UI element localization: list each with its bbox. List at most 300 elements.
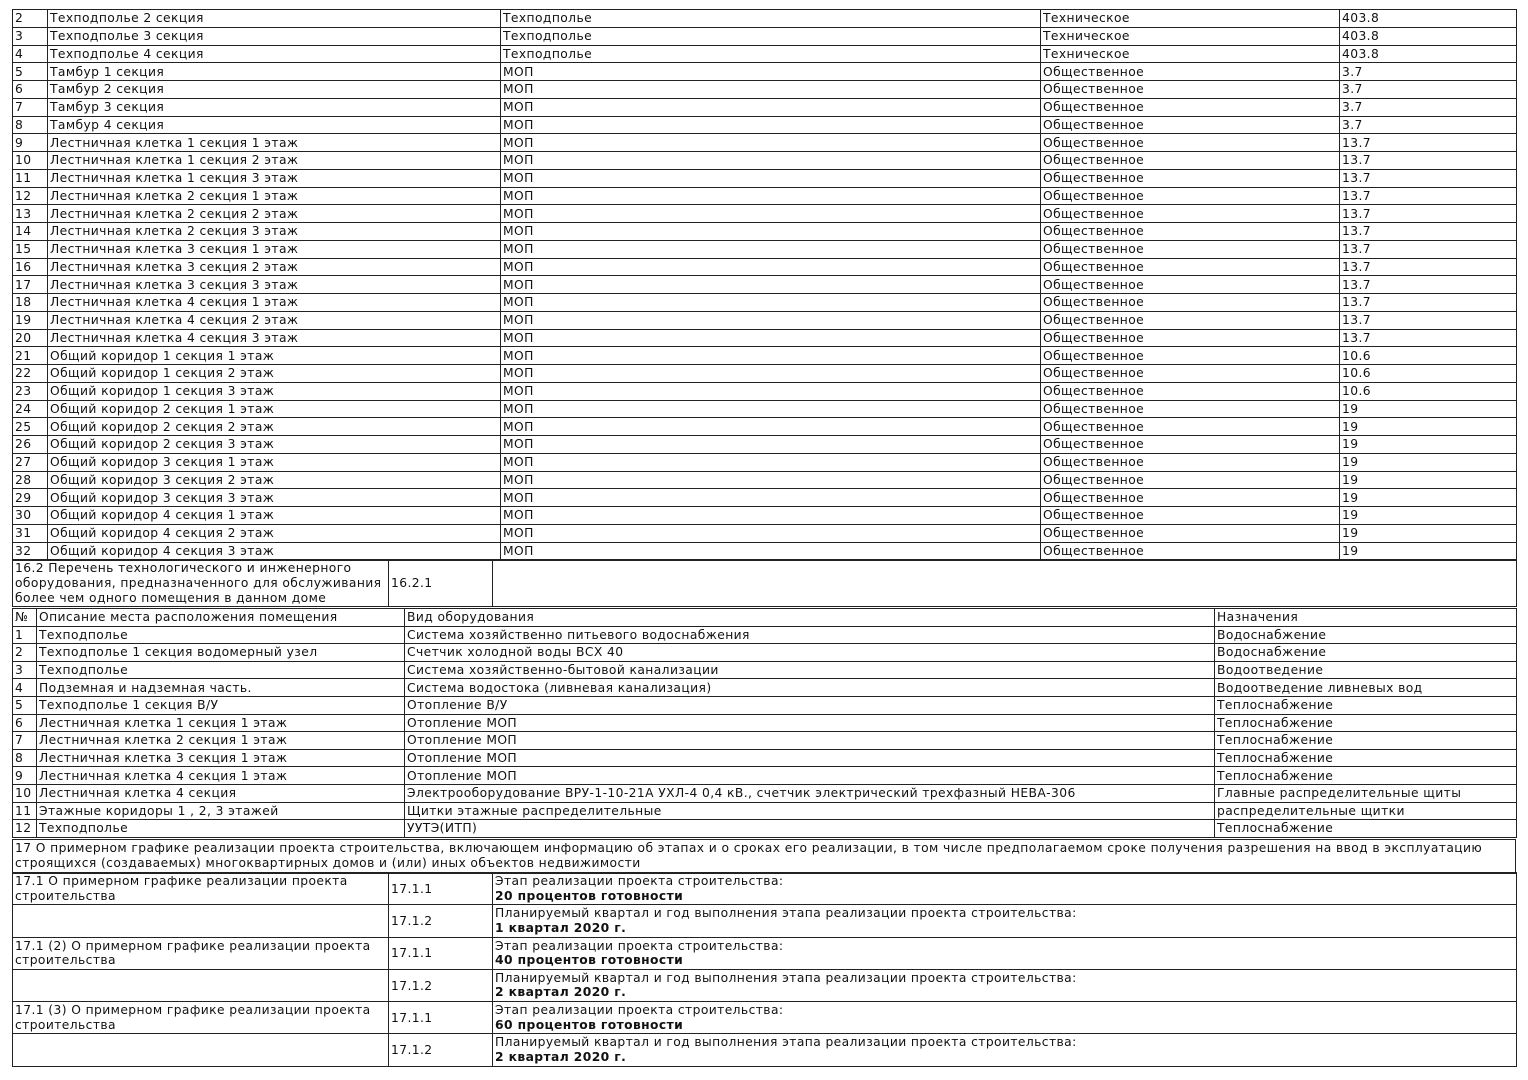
room-area: 13.7 — [1340, 240, 1517, 258]
rooms-table — [12, 9, 1517, 560]
room-type: Техническое — [1041, 27, 1340, 45]
room-type: Общественное — [1041, 365, 1340, 383]
table-row — [13, 784, 1517, 802]
room-type: Общественное — [1041, 489, 1340, 507]
room-area: 3.7 — [1340, 116, 1517, 134]
room-description: Тамбур 4 секция — [48, 116, 501, 134]
room-type: Общественное — [1041, 205, 1340, 223]
room-num: 20 — [13, 329, 48, 347]
room-num: 4 — [13, 45, 48, 63]
room-type: Общественное — [1041, 453, 1340, 471]
table-row — [13, 365, 1517, 383]
room-description: Общий коридор 1 секция 1 этаж — [48, 347, 501, 365]
table-row — [13, 905, 1517, 937]
equipment-num: 4 — [13, 679, 37, 697]
equipment-num: 9 — [13, 767, 37, 785]
room-num: 16 — [13, 258, 48, 276]
table-row — [13, 347, 1517, 365]
room-purpose: МОП — [501, 81, 1041, 99]
schedule-section — [13, 905, 389, 937]
schedule-label: Этап реализации проекта строительства: — [495, 1003, 784, 1018]
room-area: 13.7 — [1340, 169, 1517, 187]
room-description: Лестничная клетка 1 секция 2 этаж — [48, 152, 501, 170]
room-description: Лестничная клетка 4 секция 1 этаж — [48, 294, 501, 312]
room-description: Тамбур 2 секция — [48, 81, 501, 99]
room-purpose: МОП — [501, 524, 1041, 542]
room-num: 27 — [13, 453, 48, 471]
table-row — [13, 187, 1517, 205]
equipment-type: Отопление МОП — [405, 767, 1215, 785]
equipment-location: Подземная и надземная часть. — [37, 679, 405, 697]
schedule-code: 17.1.1 — [389, 873, 493, 905]
table-row — [13, 223, 1517, 241]
table-row — [13, 152, 1517, 170]
equipment-purpose: Водоснабжение — [1215, 626, 1517, 644]
room-description: Общий коридор 2 секция 2 этаж — [48, 418, 501, 436]
room-type: Общественное — [1041, 187, 1340, 205]
room-type: Общественное — [1041, 81, 1340, 99]
room-area: 403.8 — [1340, 10, 1517, 28]
equipment-type: Щитки этажные распределительные — [405, 802, 1215, 820]
schedule-label: Планируемый квартал и год выполнения этапа реализации проекта строительства: — [495, 1035, 1077, 1050]
room-type: Общественное — [1041, 258, 1340, 276]
section-16-2-row — [13, 561, 1517, 607]
room-description: Общий коридор 3 секция 1 этаж — [48, 453, 501, 471]
table-row — [13, 1002, 1517, 1034]
room-num: 14 — [13, 223, 48, 241]
equipment-type: Отопление МОП — [405, 714, 1215, 732]
schedule-label: Планируемый квартал и год выполнения этапа реализации проекта строительства: — [495, 906, 1077, 921]
room-num: 8 — [13, 116, 48, 134]
room-area: 19 — [1340, 507, 1517, 525]
room-description: Общий коридор 2 секция 1 этаж — [48, 400, 501, 418]
room-area: 19 — [1340, 524, 1517, 542]
schedule-section: 17.1 (3) О примерном графике реализации проекта строительства — [13, 1002, 389, 1034]
room-area: 13.7 — [1340, 187, 1517, 205]
room-description: Лестничная клетка 1 секция 3 этаж — [48, 169, 501, 187]
room-area: 3.7 — [1340, 63, 1517, 81]
section-17-title: 17 О примерном графике реализации проекта строительства, включающем информацию об этапах и о сроках его реализации, в том числе предполагаемом сроке получения разрешения на ввод в эксплуатацию строящихся (создаваемых) многоквартирных домов и (или) иных объектов недвижимости — [13, 840, 1516, 874]
room-area: 19 — [1340, 453, 1517, 471]
equipment-purpose: Главные распределительные щиты — [1215, 784, 1517, 802]
equipment-header-row — [13, 609, 1517, 627]
room-type: Общественное — [1041, 98, 1340, 116]
room-description: Лестничная клетка 1 секция 1 этаж — [48, 134, 501, 152]
room-num: 17 — [13, 276, 48, 294]
room-area: 13.7 — [1340, 329, 1517, 347]
room-num: 12 — [13, 187, 48, 205]
table-row — [13, 382, 1517, 400]
equipment-type: Счетчик холодной воды ВСХ 40 — [405, 644, 1215, 662]
equipment-header-num: № — [13, 609, 37, 627]
room-type: Общественное — [1041, 524, 1340, 542]
room-description: Лестничная клетка 3 секция 1 этаж — [48, 240, 501, 258]
equipment-location: Лестничная клетка 4 секция 1 этаж — [37, 767, 405, 785]
room-num: 9 — [13, 134, 48, 152]
room-purpose: МОП — [501, 63, 1041, 81]
room-purpose: Техподполье — [501, 10, 1041, 28]
table-row — [13, 27, 1517, 45]
table-row — [13, 732, 1517, 750]
section-16-2-code: 16.2.1 — [389, 561, 493, 607]
equipment-purpose: Теплоснабжение — [1215, 732, 1517, 750]
table-row — [13, 400, 1517, 418]
room-area: 13.7 — [1340, 205, 1517, 223]
table-row — [13, 524, 1517, 542]
equipment-purpose: Теплоснабжение — [1215, 696, 1517, 714]
equipment-type: УУТЭ(ИТП) — [405, 820, 1215, 838]
room-area: 10.6 — [1340, 382, 1517, 400]
schedule-code: 17.1.1 — [389, 937, 493, 969]
room-area: 13.7 — [1340, 152, 1517, 170]
schedule-value: 2 квартал 2020 г. — [495, 1049, 627, 1064]
room-area: 13.7 — [1340, 276, 1517, 294]
table-row — [13, 937, 1517, 969]
equipment-location: Техподполье — [37, 820, 405, 838]
table-row — [13, 714, 1517, 732]
room-area: 19 — [1340, 542, 1517, 560]
room-description: Лестничная клетка 4 секция 3 этаж — [48, 329, 501, 347]
room-purpose: МОП — [501, 116, 1041, 134]
table-row — [13, 802, 1517, 820]
table-row — [13, 542, 1517, 560]
room-area: 13.7 — [1340, 311, 1517, 329]
room-purpose: МОП — [501, 400, 1041, 418]
room-num: 22 — [13, 365, 48, 383]
room-description: Общий коридор 4 секция 1 этаж — [48, 507, 501, 525]
room-purpose: МОП — [501, 240, 1041, 258]
equipment-purpose: Теплоснабжение — [1215, 749, 1517, 767]
equipment-num: 8 — [13, 749, 37, 767]
room-num: 5 — [13, 63, 48, 81]
room-purpose: Техподполье — [501, 27, 1041, 45]
equipment-header-type: Вид оборудования — [405, 609, 1215, 627]
equipment-header-location: Описание места расположения помещения — [37, 609, 405, 627]
equipment-purpose: Водоотведение — [1215, 661, 1517, 679]
room-description: Общий коридор 2 секция 3 этаж — [48, 436, 501, 454]
room-num: 10 — [13, 152, 48, 170]
room-area: 13.7 — [1340, 134, 1517, 152]
table-row — [13, 767, 1517, 785]
room-type: Общественное — [1041, 152, 1340, 170]
table-row — [13, 294, 1517, 312]
section-17-row — [13, 840, 1516, 874]
table-row — [13, 471, 1517, 489]
table-row — [13, 820, 1517, 838]
schedule-detail — [493, 905, 1517, 937]
room-num: 13 — [13, 205, 48, 223]
equipment-purpose: Водоотведение ливневых вод — [1215, 679, 1517, 697]
table-row — [13, 311, 1517, 329]
table-row — [13, 969, 1517, 1001]
equipment-location: Лестничная клетка 4 секция — [37, 784, 405, 802]
table-row — [13, 489, 1517, 507]
room-area: 3.7 — [1340, 98, 1517, 116]
room-type: Общественное — [1041, 240, 1340, 258]
room-type: Общественное — [1041, 436, 1340, 454]
table-row — [13, 81, 1517, 99]
room-purpose: МОП — [501, 205, 1041, 223]
table-row — [13, 276, 1517, 294]
table-row — [13, 98, 1517, 116]
room-purpose: Техподполье — [501, 45, 1041, 63]
room-description: Общий коридор 3 секция 2 этаж — [48, 471, 501, 489]
room-area: 3.7 — [1340, 81, 1517, 99]
room-num: 23 — [13, 382, 48, 400]
room-type: Общественное — [1041, 223, 1340, 241]
table-row — [13, 258, 1517, 276]
room-description: Лестничная клетка 4 секция 2 этаж — [48, 311, 501, 329]
equipment-type: Отопление МОП — [405, 732, 1215, 750]
room-type: Общественное — [1041, 507, 1340, 525]
room-type: Общественное — [1041, 294, 1340, 312]
schedule-code: 17.1.2 — [389, 969, 493, 1001]
room-type: Техническое — [1041, 45, 1340, 63]
table-row — [13, 134, 1517, 152]
equipment-num: 1 — [13, 626, 37, 644]
room-purpose: МОП — [501, 169, 1041, 187]
equipment-location: Этажные коридоры 1 , 2, 3 этажей — [37, 802, 405, 820]
room-purpose: МОП — [501, 365, 1041, 383]
schedule-value: 20 процентов готовности — [495, 888, 684, 903]
table-row — [13, 1034, 1517, 1066]
table-row — [13, 644, 1517, 662]
room-num: 2 — [13, 10, 48, 28]
room-num: 18 — [13, 294, 48, 312]
equipment-type: Система хозяйственно-бытовой канализации — [405, 661, 1215, 679]
room-description: Общий коридор 1 секция 2 этаж — [48, 365, 501, 383]
schedule-section — [13, 1034, 389, 1066]
room-description: Тамбур 1 секция — [48, 63, 501, 81]
equipment-location: Техподполье 1 секция водомерный узел — [37, 644, 405, 662]
equipment-purpose: Теплоснабжение — [1215, 714, 1517, 732]
room-type: Общественное — [1041, 347, 1340, 365]
schedule-value: 1 квартал 2020 г. — [495, 920, 627, 935]
equipment-type: Система водостока (ливневая канализация) — [405, 679, 1215, 697]
schedule-code: 17.1.2 — [389, 905, 493, 937]
room-purpose: МОП — [501, 98, 1041, 116]
equipment-num: 3 — [13, 661, 37, 679]
equipment-table-body — [13, 626, 1517, 837]
room-area: 10.6 — [1340, 347, 1517, 365]
room-description: Общий коридор 1 секция 3 этаж — [48, 382, 501, 400]
room-purpose: МОП — [501, 329, 1041, 347]
room-area: 19 — [1340, 436, 1517, 454]
room-num: 29 — [13, 489, 48, 507]
room-type: Общественное — [1041, 116, 1340, 134]
equipment-purpose: распределительные щитки — [1215, 802, 1517, 820]
room-area: 19 — [1340, 489, 1517, 507]
room-description: Общий коридор 3 секция 3 этаж — [48, 489, 501, 507]
schedule-value: 60 процентов готовности — [495, 1017, 684, 1032]
room-description: Лестничная клетка 3 секция 3 этаж — [48, 276, 501, 294]
room-area: 19 — [1340, 471, 1517, 489]
room-num: 7 — [13, 98, 48, 116]
rooms-table-body — [13, 10, 1517, 560]
section-16-2-title: 16.2 Перечень технологического и инженерного оборудования, предназначенного для обслуживания более чем одного помещения в данном доме — [13, 561, 389, 607]
equipment-location: Лестничная клетка 3 секция 1 этаж — [37, 749, 405, 767]
room-purpose: МОП — [501, 418, 1041, 436]
room-description: Лестничная клетка 2 секция 1 этаж — [48, 187, 501, 205]
room-area: 13.7 — [1340, 223, 1517, 241]
schedule-detail — [493, 873, 1517, 905]
room-description: Техподполье 4 секция — [48, 45, 501, 63]
equipment-num: 11 — [13, 802, 37, 820]
equipment-location: Техподполье — [37, 661, 405, 679]
schedule-section — [13, 969, 389, 1001]
room-purpose: МОП — [501, 294, 1041, 312]
room-num: 25 — [13, 418, 48, 436]
equipment-type: Система хозяйственно питьевого водоснабжения — [405, 626, 1215, 644]
room-description: Лестничная клетка 3 секция 2 этаж — [48, 258, 501, 276]
room-num: 31 — [13, 524, 48, 542]
room-area: 19 — [1340, 418, 1517, 436]
equipment-type: Отопление В/У — [405, 696, 1215, 714]
room-area: 403.8 — [1340, 45, 1517, 63]
schedule-detail — [493, 937, 1517, 969]
schedule-code: 17.1.1 — [389, 1002, 493, 1034]
equipment-num: 6 — [13, 714, 37, 732]
table-row — [13, 873, 1517, 905]
room-num: 19 — [13, 311, 48, 329]
room-num: 24 — [13, 400, 48, 418]
room-purpose: МОП — [501, 347, 1041, 365]
room-num: 15 — [13, 240, 48, 258]
table-row — [13, 507, 1517, 525]
schedule-label: Этап реализации проекта строительства: — [495, 874, 784, 888]
equipment-purpose: Водоснабжение — [1215, 644, 1517, 662]
section-17 — [12, 839, 1516, 874]
room-num: 32 — [13, 542, 48, 560]
room-purpose: МОП — [501, 311, 1041, 329]
room-area: 10.6 — [1340, 365, 1517, 383]
room-type: Общественное — [1041, 382, 1340, 400]
room-type: Общественное — [1041, 400, 1340, 418]
room-type: Общественное — [1041, 311, 1340, 329]
room-purpose: МОП — [501, 489, 1041, 507]
schedule-value: 2 квартал 2020 г. — [495, 985, 627, 1000]
equipment-location: Лестничная клетка 2 секция 1 этаж — [37, 732, 405, 750]
room-purpose: МОП — [501, 542, 1041, 560]
table-row — [13, 10, 1517, 28]
equipment-num: 7 — [13, 732, 37, 750]
schedule-detail — [493, 969, 1517, 1001]
room-area: 19 — [1340, 400, 1517, 418]
equipment-type: Электрооборудование ВРУ-1-10-21А УХЛ-4 0,4 кВ., счетчик электрический трехфазный НЕВА-306 — [405, 784, 1215, 802]
table-row — [13, 418, 1517, 436]
room-num: 6 — [13, 81, 48, 99]
schedule-label: Этап реализации проекта строительства: — [495, 938, 784, 953]
schedule-table-body — [13, 873, 1517, 1067]
table-row — [13, 661, 1517, 679]
table-row — [13, 240, 1517, 258]
room-purpose: МОП — [501, 507, 1041, 525]
room-type: Общественное — [1041, 63, 1340, 81]
room-area: 403.8 — [1340, 27, 1517, 45]
table-row — [13, 329, 1517, 347]
schedule-detail — [493, 1034, 1517, 1066]
room-type: Общественное — [1041, 169, 1340, 187]
room-num: 3 — [13, 27, 48, 45]
schedule-value: 40 процентов готовности — [495, 953, 684, 968]
room-type: Общественное — [1041, 418, 1340, 436]
room-purpose: МОП — [501, 436, 1041, 454]
table-row — [13, 749, 1517, 767]
equipment-location: Техподполье — [37, 626, 405, 644]
room-purpose: МОП — [501, 276, 1041, 294]
room-purpose: МОП — [501, 152, 1041, 170]
room-num: 21 — [13, 347, 48, 365]
equipment-num: 10 — [13, 784, 37, 802]
schedule-section: 17.1 О примерном графике реализации проекта строительства — [13, 873, 389, 905]
equipment-type: Отопление МОП — [405, 749, 1215, 767]
schedule-table — [12, 872, 1517, 1067]
room-description: Тамбур 3 секция — [48, 98, 501, 116]
table-row — [13, 169, 1517, 187]
table-row — [13, 205, 1517, 223]
room-description: Лестничная клетка 2 секция 3 этаж — [48, 223, 501, 241]
table-row — [13, 453, 1517, 471]
room-type: Техническое — [1041, 10, 1340, 28]
table-row — [13, 116, 1517, 134]
equipment-purpose: Теплоснабжение — [1215, 767, 1517, 785]
room-num: 11 — [13, 169, 48, 187]
schedule-detail — [493, 1002, 1517, 1034]
room-area: 13.7 — [1340, 258, 1517, 276]
room-purpose: МОП — [501, 382, 1041, 400]
equipment-location: Лестничная клетка 1 секция 1 этаж — [37, 714, 405, 732]
room-purpose: МОП — [501, 187, 1041, 205]
room-area: 13.7 — [1340, 294, 1517, 312]
equipment-num: 12 — [13, 820, 37, 838]
table-row — [13, 626, 1517, 644]
room-description: Общий коридор 4 секция 2 этаж — [48, 524, 501, 542]
schedule-section: 17.1 (2) О примерном графике реализации проекта строительства — [13, 937, 389, 969]
equipment-num: 5 — [13, 696, 37, 714]
room-type: Общественное — [1041, 134, 1340, 152]
table-row — [13, 696, 1517, 714]
equipment-purpose: Теплоснабжение — [1215, 820, 1517, 838]
room-type: Общественное — [1041, 542, 1340, 560]
equipment-location: Техподполье 1 секция В/У — [37, 696, 405, 714]
room-description: Общий коридор 4 секция 3 этаж — [48, 542, 501, 560]
section-16-2 — [12, 560, 1517, 607]
table-row — [13, 679, 1517, 697]
table-row — [13, 436, 1517, 454]
room-type: Общественное — [1041, 329, 1340, 347]
room-type: Общественное — [1041, 471, 1340, 489]
room-num: 28 — [13, 471, 48, 489]
schedule-code: 17.1.2 — [389, 1034, 493, 1066]
room-num: 30 — [13, 507, 48, 525]
room-description: Лестничная клетка 2 секция 2 этаж — [48, 205, 501, 223]
room-description: Техподполье 2 секция — [48, 10, 501, 28]
room-purpose: МОП — [501, 223, 1041, 241]
equipment-num: 2 — [13, 644, 37, 662]
room-description: Техподполье 3 секция — [48, 27, 501, 45]
equipment-header-purpose: Назначения — [1215, 609, 1517, 627]
equipment-table — [12, 608, 1517, 838]
schedule-label: Планируемый квартал и год выполнения этапа реализации проекта строительства: — [495, 970, 1077, 985]
table-row — [13, 45, 1517, 63]
room-purpose: МОП — [501, 258, 1041, 276]
room-purpose: МОП — [501, 453, 1041, 471]
room-num: 26 — [13, 436, 48, 454]
table-row — [13, 63, 1517, 81]
section-16-2-empty — [493, 561, 1517, 607]
room-type: Общественное — [1041, 276, 1340, 294]
room-purpose: МОП — [501, 471, 1041, 489]
